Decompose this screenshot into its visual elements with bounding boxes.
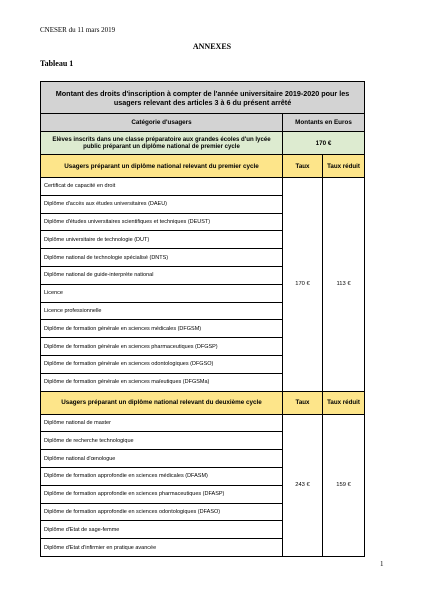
diploma-name: Licence xyxy=(41,284,283,302)
diploma-name: Diplôme national d'œnologue xyxy=(41,450,283,468)
rate-value: 243 € xyxy=(283,414,323,556)
reduced-rate-header: Taux réduit xyxy=(323,155,365,178)
diploma-name: Diplôme de formation générale en sciences médicales (DFGSM) xyxy=(41,320,283,338)
col-category-header: Catégorie d'usagers xyxy=(41,114,283,132)
reduced-rate-value: 159 € xyxy=(323,414,365,556)
table-row xyxy=(41,178,365,196)
reduced-rate-value: 113 € xyxy=(323,178,365,392)
column-header-row xyxy=(41,114,365,132)
table-label: Tableau 1 xyxy=(40,59,74,68)
section-title: Usagers préparant un diplôme national relevant du premier cycle xyxy=(41,155,283,178)
rate-header: Taux xyxy=(283,155,323,178)
cpge-label: Elèves inscrits dans une classe préparatoire aux grandes écoles d'un lycée public préparant un diplôme national de premier cycle xyxy=(41,132,283,155)
reduced-rate-header: Taux réduit xyxy=(323,391,365,414)
diploma-name: Diplôme de formation générale en sciences pharmaceutiques (DFGSP) xyxy=(41,338,283,356)
diploma-name: Diplôme de formation approfondie en sciences médicales (DFASM) xyxy=(41,467,283,485)
diploma-name: Diplôme national de technologie spécialisé (DNTS) xyxy=(41,249,283,267)
diploma-name: Certificat de capacité en droit xyxy=(41,178,283,196)
table-title: Montant des droits d'inscription à compter de l'année universitaire 2019-2020 pour les usagers relevant des articles 3 à 6 du présent arrêté xyxy=(41,82,365,114)
fees-table xyxy=(40,81,365,557)
header-note: CNESER du 11 mars 2019 xyxy=(40,26,116,34)
rate-header: Taux xyxy=(283,391,323,414)
page-number: 1 xyxy=(380,560,384,568)
section-header-row xyxy=(41,391,365,414)
section-header-row xyxy=(41,155,365,178)
diploma-name: Diplôme d'accès aux études universitaires (DAEU) xyxy=(41,195,283,213)
table-title-row xyxy=(41,82,365,114)
diploma-name: Diplôme national de guide-interprète national xyxy=(41,266,283,284)
col-amount-header: Montants en Euros xyxy=(283,114,365,132)
rate-value: 170 € xyxy=(283,178,323,392)
diploma-name: Diplôme d'Etat d'infirmier en pratique avancée xyxy=(41,539,283,557)
diploma-name: Diplôme national de master xyxy=(41,414,283,432)
diploma-name: Diplôme de formation générale en sciences maïeutiques (DFGSMa) xyxy=(41,373,283,391)
diploma-name: Diplôme de formation approfondie en sciences pharmaceutiques (DFASP) xyxy=(41,485,283,503)
annex-title: ANNEXES xyxy=(192,42,232,51)
table-row xyxy=(41,414,365,432)
diploma-name: Diplôme de formation approfondie en sciences odontologiques (DFASO) xyxy=(41,503,283,521)
diploma-name: Diplôme de recherche technologique xyxy=(41,432,283,450)
section-title: Usagers préparant un diplôme national relevant du deuxième cycle xyxy=(41,391,283,414)
diploma-name: Diplôme universitaire de technologie (DUT) xyxy=(41,231,283,249)
diploma-name: Diplôme d'Etat de sage-femme xyxy=(41,521,283,539)
diploma-name: Diplôme d'études universitaires scientifiques et techniques (DEUST) xyxy=(41,213,283,231)
cpge-row xyxy=(41,132,365,155)
diploma-name: Licence professionnelle xyxy=(41,302,283,320)
cpge-amount: 170 € xyxy=(283,132,365,155)
diploma-name: Diplôme de formation générale en sciences odontologiques (DFGSO) xyxy=(41,355,283,373)
